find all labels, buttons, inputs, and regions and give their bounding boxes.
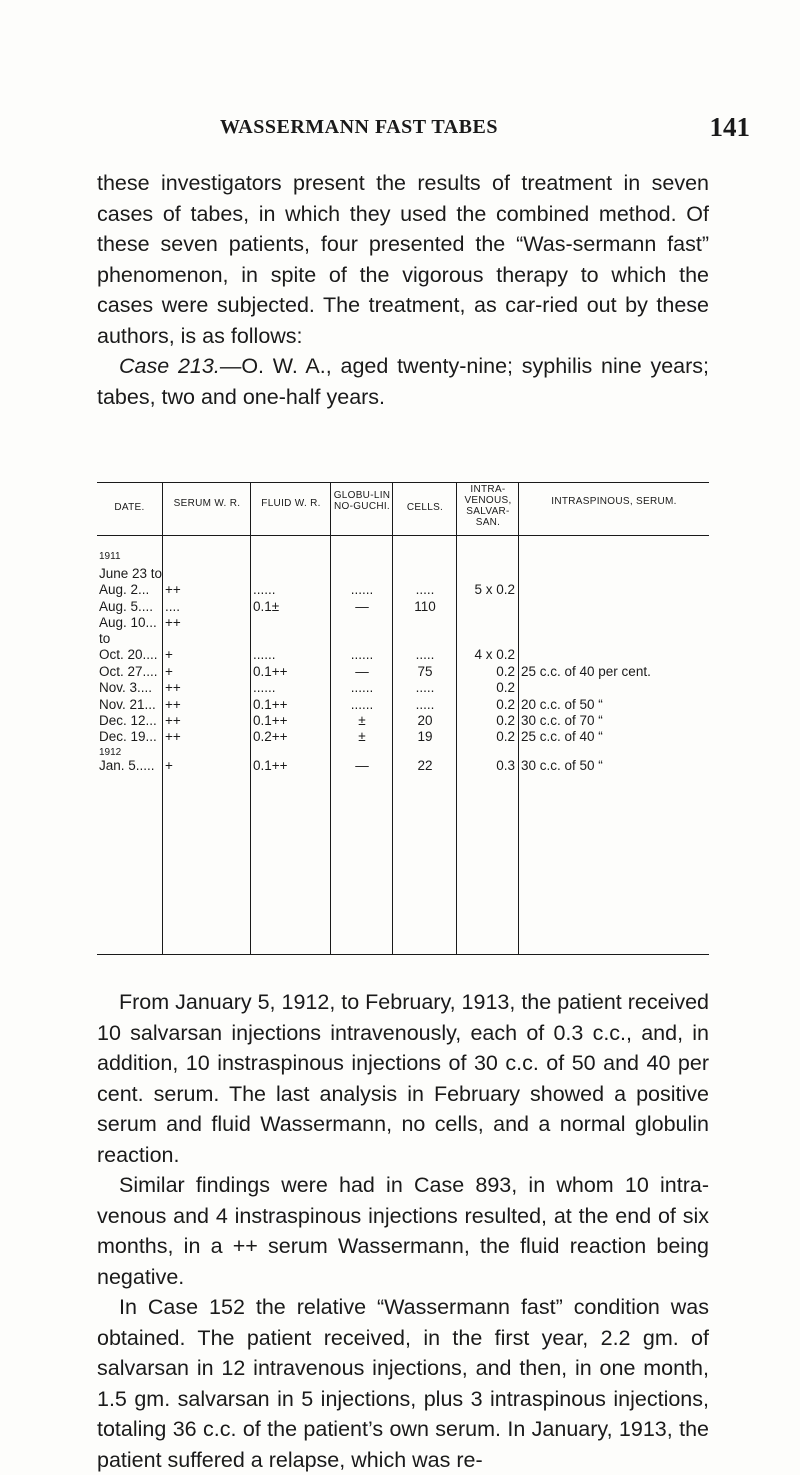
cell-date: 1912: [99, 747, 122, 758]
cell-cells: 20: [417, 713, 433, 728]
cell-date: Aug. 2...: [99, 582, 150, 597]
cell-intrasp: 25 c.c. of 40 “: [521, 729, 603, 744]
paragraph: From January 5, 1912, to February, 1913, the patient received 10 salvarsan injections intravenously, each of 0.3 c.c., and, in addition, 10 instraspinous injections of 30 c.c. of 50 and 40 per cent. serum. The last analysis in February showed a positive serum and fluid Wassermann, no cells, and a normal globulin reaction.: [97, 990, 709, 1167]
intro-paragraph: these investigators present the results of treatment in seven cases of tabes, in which they used the combined method. Of these seven patients, four presented the “Was-sermann fast” phenomenon, in spite of the vigorous therapy to which the cases were subjected. The treatment, as car-ried out by these authors, is as follows:: [97, 171, 709, 348]
cell-date: to: [99, 631, 111, 646]
header-intravenous: INTRA-VENOUS, SALVAR-SAN.: [464, 484, 512, 528]
header-cells: CELLS.: [406, 502, 444, 513]
cell-serum: ....: [165, 599, 181, 614]
cell-cells: .....: [415, 582, 435, 597]
table-row: [97, 581, 709, 599]
cell-cells: 22: [417, 758, 433, 773]
cell-serum: +: [165, 664, 173, 679]
page-number: 141: [709, 112, 750, 142]
table-row: [97, 757, 709, 775]
cell-intra: 0.2: [496, 697, 515, 712]
cell-globulin: —: [355, 599, 369, 614]
cell-intra: 0.2: [496, 680, 515, 695]
cell-cells: 110: [414, 599, 436, 614]
case-label: Case 213.: [119, 354, 220, 378]
cell-serum: +: [165, 758, 173, 773]
cell-globulin: ......: [350, 697, 374, 712]
cell-date: Jan. 5.....: [99, 758, 155, 773]
cell-intrasp: 25 c.c. of 40 per cent.: [521, 664, 651, 679]
cell-date: Dec. 12...: [99, 713, 157, 728]
paragraph: In Case 152 the relative “Wassermann fast” condition was obtained. The patient received, in the first year, 2.2 gm. of salvarsan in 12 intravenous injections, and then, in one month, 1.5 gm. salvarsan in 5 injections, plus 3 intraspinous injections, totaling 36 c.c. of the patient’s own serum. In January, 1913, the patient suffered a relapse, which was re-: [97, 1295, 709, 1472]
cell-fluid: 0.1++: [253, 664, 288, 679]
cell-intrasp: 30 c.c. of 50 “: [521, 758, 603, 773]
cell-globulin: —: [355, 664, 369, 679]
cell-fluid: ......: [253, 582, 276, 597]
cell-globulin: ±: [358, 713, 366, 728]
header-serum-wr: SERUM W. R.: [173, 498, 241, 509]
cell-intra: 4 x 0.2: [474, 647, 515, 662]
cell-globulin: ......: [350, 680, 374, 695]
cell-serum: ++: [165, 582, 181, 597]
cell-serum: ++: [165, 697, 181, 712]
cell-date: Oct. 27....: [99, 664, 158, 679]
cell-cells: .....: [415, 697, 435, 712]
header-date: DATE.: [114, 502, 145, 513]
cell-fluid: 0.2++: [253, 729, 288, 744]
intro-text: [97, 168, 709, 412]
cell-fluid: 0.1++: [253, 758, 288, 773]
cell-intra: 0.3: [496, 758, 515, 773]
cell-globulin: —: [355, 758, 369, 773]
table-bottom-rule: [97, 954, 709, 955]
cell-fluid: 0.1++: [253, 697, 288, 712]
cell-intrasp: 20 c.c. of 50 “: [521, 697, 603, 712]
cell-fluid: ......: [253, 647, 276, 662]
table-top-rule: [97, 482, 709, 483]
cell-date: June 23 to: [99, 566, 163, 581]
table-header-rule: [97, 535, 709, 536]
cell-fluid: 0.1±: [253, 599, 280, 614]
cell-intra: 0.2: [496, 664, 515, 679]
cell-date: Aug. 10...: [99, 615, 157, 630]
cell-date: Oct. 20....: [99, 647, 158, 662]
cell-serum: ++: [165, 680, 181, 695]
header-fluid-wr: FLUID W. R.: [261, 498, 321, 509]
cell-date: Aug. 5....: [99, 599, 154, 614]
cell-fluid: ......: [253, 680, 276, 695]
cell-date: Nov. 3....: [99, 680, 153, 695]
header-intraspinous: INTRASPINOUS, SERUM.: [551, 496, 677, 507]
cell-intra: 0.2: [496, 713, 515, 728]
cell-date: Dec. 19...: [99, 729, 157, 744]
cell-serum: ++: [165, 729, 181, 744]
paragraph: Similar findings were had in Case 893, in whom 10 intra-venous and 4 instraspinous injections resulted, at the end of six months, in a ++ serum Wassermann, the fluid reaction being negative.: [97, 1173, 709, 1289]
cell-intrasp: 30 c.c. of 70 “: [521, 713, 603, 728]
cell-serum: ++: [165, 713, 181, 728]
cell-date: 1911: [99, 551, 121, 562]
header-globulin: GLOBU-LIN NO-GUCHI.: [333, 490, 391, 512]
cell-cells: .....: [415, 680, 435, 695]
body-text: [97, 987, 709, 1475]
cell-serum: +: [165, 647, 173, 662]
table-row: [97, 646, 709, 664]
cell-date: Nov. 21...: [99, 697, 156, 712]
cell-fluid: 0.1++: [253, 713, 288, 728]
table-row: [97, 679, 709, 697]
cell-intra: 0.2: [496, 729, 515, 744]
cell-intra: 5 x 0.2: [474, 582, 515, 597]
cell-cells: .....: [415, 647, 435, 662]
cell-globulin: ......: [350, 647, 374, 662]
running-title: WASSERMANN FAST TABES: [220, 116, 498, 138]
running-head: [220, 112, 750, 144]
cell-globulin: ±: [358, 729, 366, 744]
cell-serum: ++: [165, 615, 181, 630]
case-description: —O. W. A., aged twenty-nine; syphilis nine years; tabes, two and one-half years.: [97, 354, 709, 409]
cell-cells: 19: [417, 729, 433, 744]
treatment-table: [97, 482, 709, 956]
cell-globulin: ......: [350, 582, 374, 597]
case-heading: [97, 351, 709, 412]
cell-cells: 75: [417, 664, 433, 679]
table-row: [97, 548, 709, 566]
